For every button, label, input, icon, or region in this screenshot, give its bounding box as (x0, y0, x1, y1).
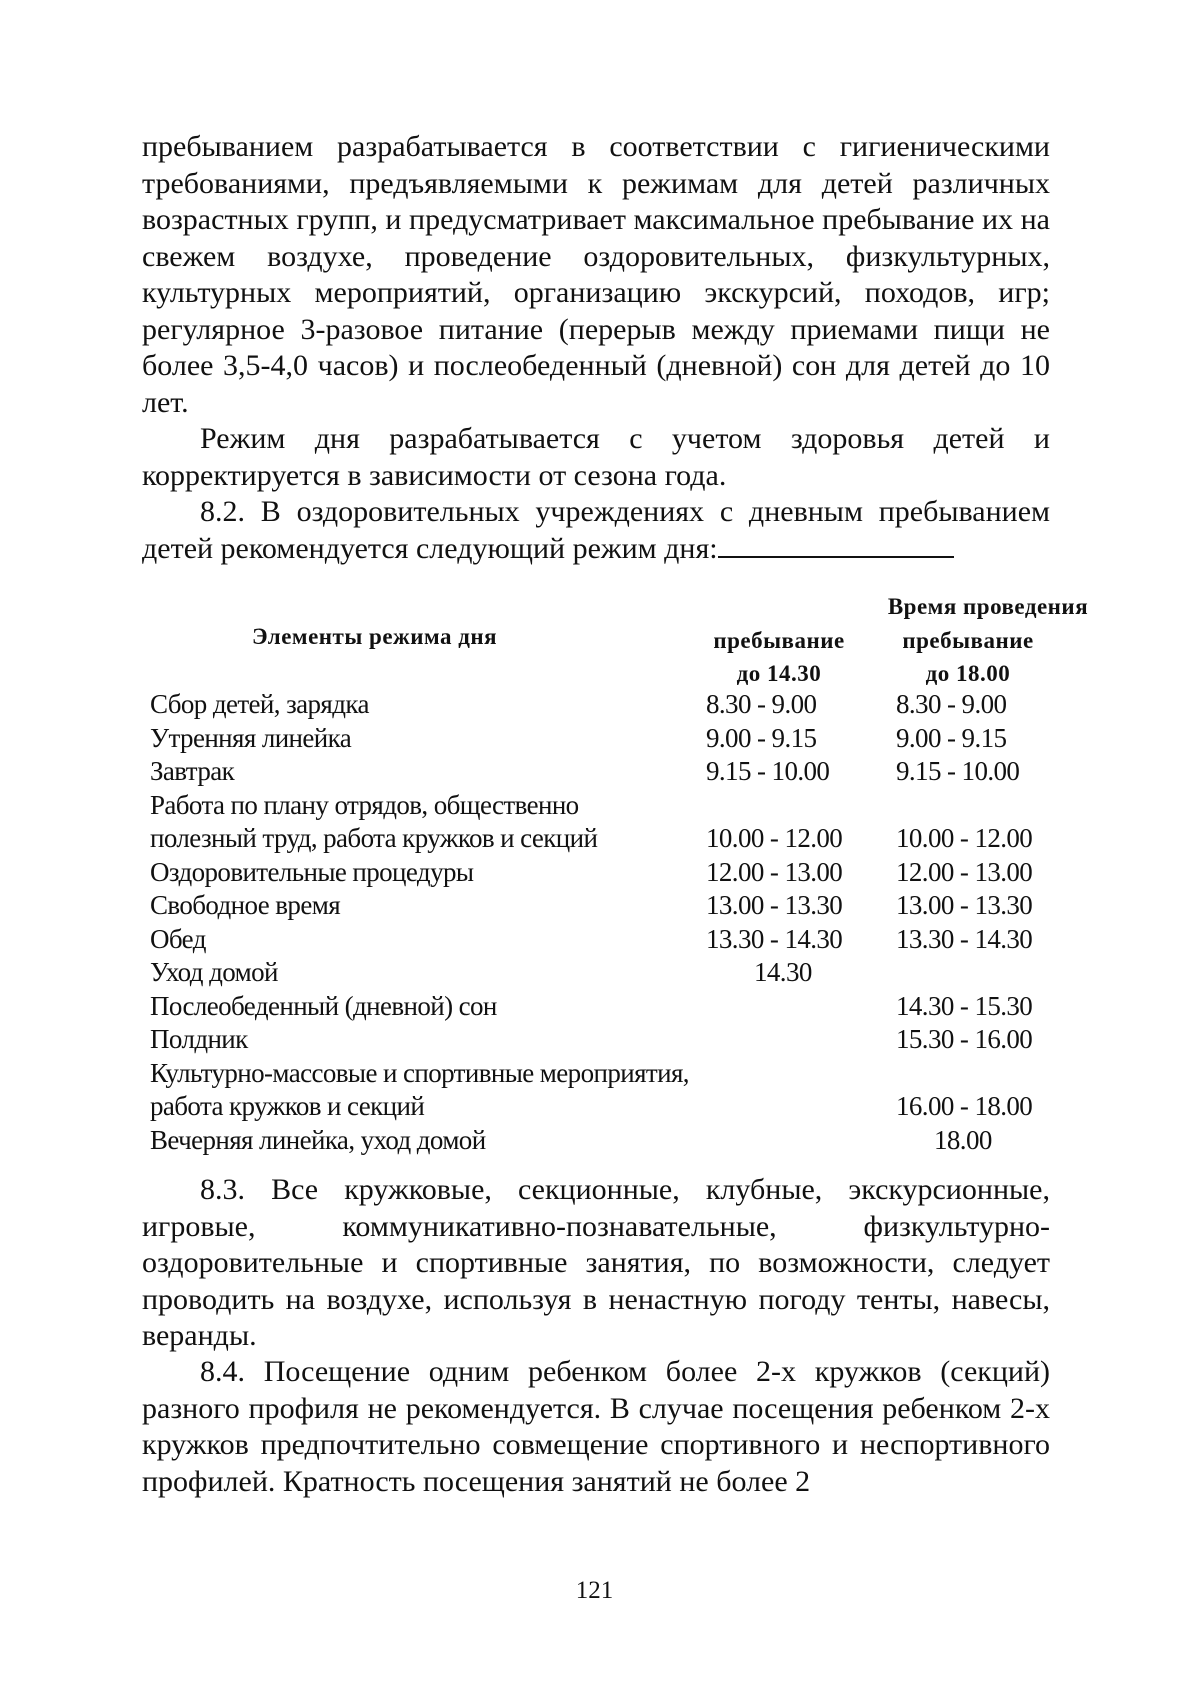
time-until-1800: 14.30 - 15.30 (896, 990, 1033, 1021)
table-row (142, 1057, 1050, 1124)
paragraph-8-2-text: 8.2. В оздоровительных учреждениях с дневным пребыванием детей рекомендуется следующий режим дня: (142, 495, 1050, 565)
schedule-element-name: Послеобеденный (дневной) сон (150, 990, 497, 1021)
table-row (142, 990, 1050, 1024)
time-until-1430: 9.00 - 9.15 (706, 722, 817, 753)
table-row (142, 956, 1050, 990)
schedule-element-name: Полдник (150, 1024, 248, 1054)
table-row (142, 755, 1050, 789)
schedule-element-name: Вечерняя линейка, уход домой (150, 1124, 486, 1155)
time-until-1800: 10.00 - 12.00 (896, 823, 1033, 853)
time-until-1800: 12.00 - 13.00 (896, 856, 1033, 887)
time-until-1800: 13.30 - 14.30 (896, 923, 1033, 954)
fill-in-blank-line (718, 555, 954, 558)
table-row (142, 722, 1050, 756)
table-row (142, 1124, 1050, 1158)
daily-schedule-table (142, 586, 1089, 1157)
schedule-element-name: Культурно-массовые и спортивные мероприятия, работа кружков и секций (150, 1057, 689, 1121)
paragraph-regime-season: Режим дня разрабатывается с учетом здоровья детей и корректируется в зависимости от сезона года. (142, 422, 1050, 492)
header-col1-line1: пребывание (713, 628, 845, 653)
time-until-1800: 16.00 - 18.00 (896, 1091, 1033, 1121)
time-until-1800: 18.00 (934, 1124, 992, 1155)
table-row (142, 856, 1050, 890)
paragraph-regime-requirements: пребыванием разрабатывается в соответствии с гигиеническими требованиями, предъявляемыми к режимам для детей различных возрастных групп, и предусматривает максимальное пребывание их на свежем воздухе, проведение оздоровительных, физкультурных, культурных мероприятий, организацию экскурсий, походов, игр; регулярное 3-разовое питание (перерыв между приемами пищи не более 3,5-4,0 часов) и послеобеденный (дневной) сон для детей до 10 лет. (142, 130, 1050, 419)
header-time-group: Время проведения (887, 594, 1089, 619)
schedule-element-name: Обед (150, 923, 206, 954)
time-until-1800: 8.30 - 9.00 (896, 689, 1007, 719)
schedule-element-name: Завтрак (150, 756, 235, 786)
header-col2-line1: пребывание (902, 628, 1034, 653)
time-until-1430: 10.00 - 12.00 (706, 823, 843, 853)
time-until-1800: 9.00 - 9.15 (896, 722, 1007, 753)
paragraph-8-3: 8.3. Все кружковые, секционные, клубные, экскурсионные, игровые, коммуникативно-познавательные, физкультурно-оздоровительные и спортивные занятия, по возможности, следует проводить на воздухе, используя в ненастную погоду тенты, навесы, веранды. (142, 1173, 1050, 1352)
time-until-1800: 9.15 - 10.00 (896, 756, 1020, 786)
time-until-1430: 13.00 - 13.30 (706, 890, 843, 920)
time-until-1430: 13.30 - 14.30 (706, 923, 843, 954)
page-number: 121 (575, 1577, 614, 1604)
header-stay-until-1800 (886, 624, 1050, 690)
time-until-1430: 14.30 (754, 957, 812, 987)
paragraph-8-4: 8.4. Посещение одним ребенком более 2-х кружков (секций) разного профиля не рекомендуется. В случае посещения ребенком 2-х кружков предпочтительно совмещение спортивного и неспортивного профилей. Кратность посещения занятий не более 2 (142, 1355, 1050, 1498)
table-row (142, 889, 1050, 923)
header-col2-line2: до 18.00 (925, 661, 1011, 686)
paragraph-8-2 (142, 494, 1050, 567)
table-row (142, 688, 1050, 722)
schedule-element-name: Утренняя линейка (150, 722, 352, 753)
schedule-element-name: Оздоровительные процедуры (150, 856, 474, 887)
schedule-element-name: Работа по плану отрядов, общественно полезный труд, работа кружков и секций (150, 789, 598, 853)
header-col1-line2: до 14.30 (736, 661, 822, 686)
time-until-1430: 8.30 - 9.00 (706, 689, 817, 719)
header-stay-until-1430 (697, 624, 861, 690)
schedule-element-name: Сбор детей, зарядка (150, 689, 369, 719)
time-until-1430: 9.15 - 10.00 (706, 756, 830, 786)
table-row (142, 1023, 1050, 1057)
table-row (142, 789, 1050, 856)
schedule-element-name: Свободное время (150, 890, 341, 920)
time-until-1430: 12.00 - 13.00 (706, 856, 843, 887)
header-schedule-element: Элементы режима дня (252, 624, 498, 649)
table-row (142, 923, 1050, 957)
table-header (142, 586, 1089, 688)
time-until-1800: 13.00 - 13.30 (896, 890, 1033, 920)
time-until-1800: 15.30 - 16.00 (896, 1024, 1033, 1054)
schedule-element-name: Уход домой (150, 957, 278, 987)
